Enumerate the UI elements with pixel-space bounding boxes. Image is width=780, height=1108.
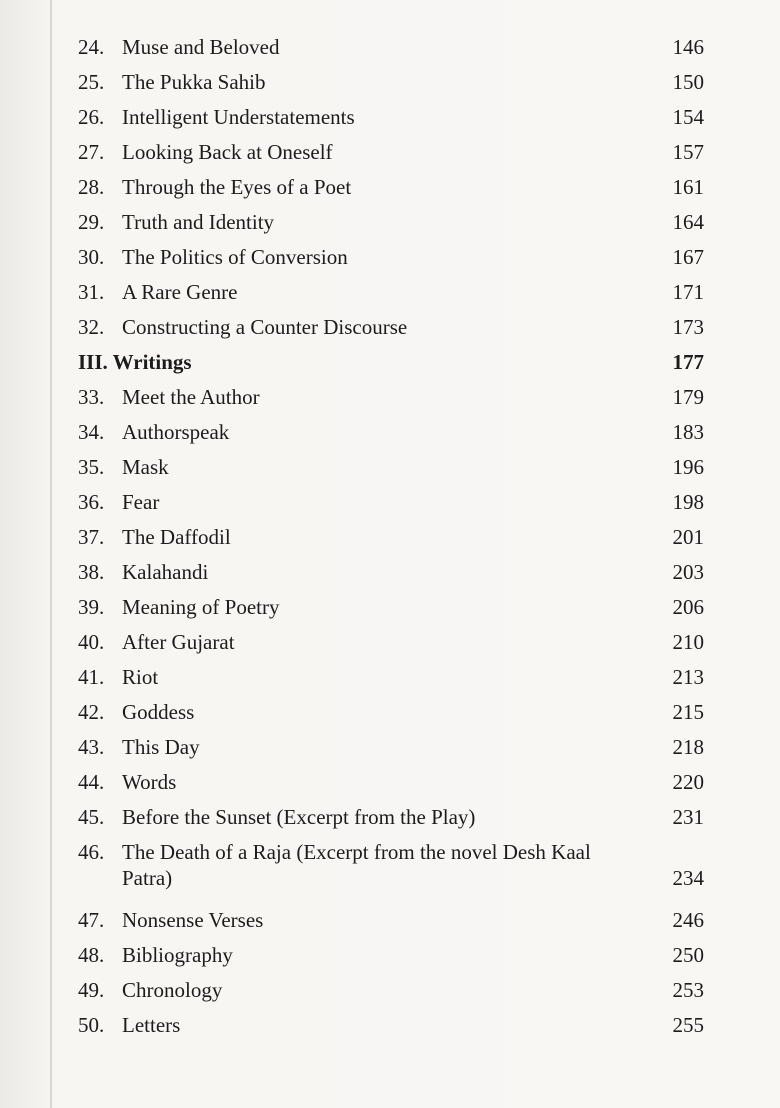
toc-entry (78, 839, 704, 891)
toc-entry-number: 27. (78, 140, 105, 164)
toc-entry-title: The Death of a Raja (Excerpt from the novel Desh Kaal Patra) (122, 840, 591, 890)
toc-section-heading (78, 349, 704, 375)
toc-entry-title: Authorspeak (122, 420, 230, 444)
toc-entry (78, 454, 704, 480)
toc-entry (78, 1012, 704, 1038)
toc-entry (78, 314, 704, 340)
toc-entry-title: Letters (122, 1013, 181, 1037)
toc-section-title: III. Writings (78, 350, 192, 374)
toc-entry (78, 419, 704, 445)
toc-page-number: 246 (672, 908, 704, 932)
toc-entry-title: The Daffodil (122, 525, 231, 549)
toc-entry-number: 42. (78, 700, 105, 724)
toc-page-number: 196 (672, 455, 704, 479)
toc-entry (78, 734, 704, 760)
toc-page-number: 167 (672, 245, 704, 269)
toc-entry-number: 41. (78, 665, 105, 689)
toc-page-number: 173 (672, 315, 704, 339)
toc-entry-title: Intelligent Understatements (122, 105, 355, 129)
toc-page-number: 218 (672, 735, 704, 759)
toc-entry (78, 594, 704, 620)
toc-entry-title: Nonsense Verses (122, 908, 264, 932)
toc-page-number: 183 (672, 420, 704, 444)
toc-entry-number: 31. (78, 280, 105, 304)
toc-page-number: 255 (672, 1013, 704, 1037)
toc-page-number: 146 (672, 35, 704, 59)
toc-entry-number: 24. (78, 35, 105, 59)
toc-entry-title: Constructing a Counter Discourse (122, 315, 408, 339)
toc-entry-title: Mask (122, 455, 169, 479)
toc-entry (78, 34, 704, 60)
toc-entry-number: 44. (78, 770, 105, 794)
toc-page-number: 171 (672, 280, 704, 304)
toc-entry-number: 26. (78, 105, 105, 129)
toc-entry-title: Goddess (122, 700, 195, 724)
toc-entry-title: Meaning of Poetry (122, 595, 280, 619)
toc-entry-title: Words (122, 770, 177, 794)
toc-entry (78, 174, 704, 200)
toc-entry (78, 244, 704, 270)
toc-entry-title: Before the Sunset (Excerpt from the Play) (122, 805, 476, 829)
toc-entry-title: After Gujarat (122, 630, 235, 654)
toc-entry-number: 50. (78, 1013, 105, 1037)
toc-entry-title: Truth and Identity (122, 210, 275, 234)
toc-entry-number: 35. (78, 455, 105, 479)
toc-entry-number: 28. (78, 175, 105, 199)
toc-page-number: 177 (672, 350, 704, 374)
toc-page-number: 231 (672, 805, 704, 829)
toc-entry-title: Through the Eyes of a Poet (122, 175, 352, 199)
toc-page-number: 220 (672, 770, 704, 794)
toc-entry (78, 209, 704, 235)
toc-entry-number: 25. (78, 70, 105, 94)
toc-entry (78, 804, 704, 830)
toc-entry (78, 769, 704, 795)
toc-entry-number: 38. (78, 560, 105, 584)
toc-page-number: 157 (672, 140, 704, 164)
toc-entry-title: A Rare Genre (122, 280, 238, 304)
toc-entry (78, 629, 704, 655)
toc-page-number: 161 (672, 175, 704, 199)
toc-entry-number: 47. (78, 908, 105, 932)
toc-page-number: 179 (672, 385, 704, 409)
toc-page-number: 198 (672, 490, 704, 514)
toc-page-number: 250 (672, 943, 704, 967)
toc-entry-title: This Day (122, 735, 200, 759)
toc-page-number: 213 (672, 665, 704, 689)
toc-entry-number: 33. (78, 385, 105, 409)
toc-entry-number: 39. (78, 595, 105, 619)
toc-entry-number: 46. (78, 840, 105, 864)
toc-entry-number: 37. (78, 525, 105, 549)
toc-entry-number: 45. (78, 805, 105, 829)
toc-entry (78, 907, 704, 933)
toc-entry-title: Meet the Author (122, 385, 260, 409)
toc-entry (78, 279, 704, 305)
toc-page-number: 215 (672, 700, 704, 724)
toc-entry-number: 40. (78, 630, 105, 654)
toc-entry (78, 664, 704, 690)
toc-entry-title: Chronology (122, 978, 223, 1002)
toc-entry-number: 29. (78, 210, 105, 234)
toc-page-number: 201 (672, 525, 704, 549)
toc-page-number: 206 (672, 595, 704, 619)
toc-entry (78, 559, 704, 585)
page-gutter (50, 0, 52, 1108)
toc-page-number: 203 (672, 560, 704, 584)
toc-entry-number: 32. (78, 315, 105, 339)
toc-entry-title: Looking Back at Oneself (122, 140, 333, 164)
toc-entry (78, 384, 704, 410)
toc-entry (78, 139, 704, 165)
toc-entry-number: 30. (78, 245, 105, 269)
toc-page-number: 210 (672, 630, 704, 654)
toc-page-number: 154 (672, 105, 704, 129)
toc-entry (78, 699, 704, 725)
toc-entry (78, 524, 704, 550)
toc-entry (78, 104, 704, 130)
toc-entry (78, 69, 704, 95)
toc-entry-title: Kalahandi (122, 560, 209, 584)
toc-entry-title: The Pukka Sahib (122, 70, 266, 94)
toc-entry-number: 49. (78, 978, 105, 1002)
toc-page-number: 150 (672, 70, 704, 94)
toc-entry-title: Muse and Beloved (122, 35, 280, 59)
toc-entry-title: Bibliography (122, 943, 233, 967)
toc-entry (78, 977, 704, 1003)
toc-page-number: 234 (672, 866, 704, 890)
toc-entry-title: The Politics of Conversion (122, 245, 348, 269)
toc-entry-number: 43. (78, 735, 105, 759)
toc-entry-title: Riot (122, 665, 159, 689)
toc-entry (78, 489, 704, 515)
toc-entry (78, 942, 704, 968)
toc-page-number: 164 (672, 210, 704, 234)
toc-entry-number: 48. (78, 943, 105, 967)
toc-entry-number: 36. (78, 490, 105, 514)
toc-entry-number: 34. (78, 420, 105, 444)
toc-entry-title: Fear (122, 490, 160, 514)
toc-page-number: 253 (672, 978, 704, 1002)
